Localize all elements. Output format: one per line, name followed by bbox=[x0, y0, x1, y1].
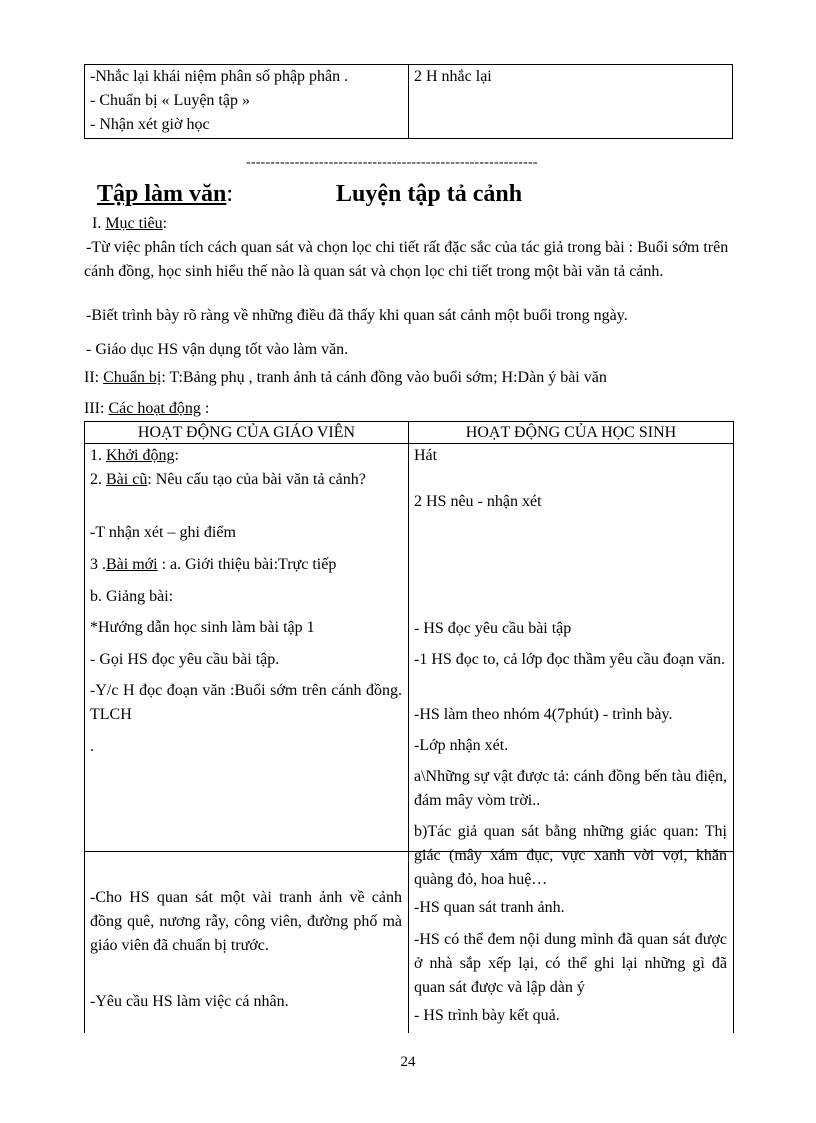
header-teacher: HOẠT ĐỘNG CỦA GIÁO VIÊN bbox=[137, 424, 356, 441]
warmup-num: 1. bbox=[90, 447, 106, 464]
teacher-dot: . bbox=[90, 738, 94, 755]
teacher-teaching: b. Giảng bài: bbox=[90, 588, 174, 605]
student-answer: 2 HS nêu - nhận xét bbox=[414, 493, 542, 510]
student-group-work: -HS làm theo nhóm 4(7phút) - trình bày. bbox=[414, 706, 673, 723]
student-read-request: - HS đọc yêu cầu bài tập bbox=[414, 620, 572, 637]
table-right-border bbox=[733, 421, 734, 1033]
lesson-heading bbox=[97, 181, 233, 208]
student-view-pictures: -HS quan sát tranh ảnh. bbox=[414, 899, 565, 916]
objectives-suffix: : bbox=[162, 215, 168, 232]
activities-prefix: III: bbox=[84, 400, 109, 417]
teacher-show-pictures: -Cho HS quan sát một vài tranh ảnh về cảnh đồng quê, nương rẫy, công viên, đường phố mà giáo viên đã chuẩn bị trước. bbox=[90, 889, 402, 954]
teacher-read-passage: -Y/c H đọc đoạn văn :Buổi sớm trên cánh đồng. TLCH bbox=[90, 682, 402, 723]
new-lesson-label: Bài mới bbox=[106, 556, 158, 573]
student-outline: -HS có thể đem nội dung mình đã quan sát được ở nhà sắp xếp lại, có thể ghi lại những gì đã quan sát được và lập dàn ý bbox=[414, 931, 727, 996]
separator: ------------------------------------------------------------ bbox=[246, 155, 538, 170]
teacher-grading: -T nhận xét – ghi điểm bbox=[90, 524, 236, 541]
header-student: HOẠT ĐỘNG CỦA HỌC SINH bbox=[465, 424, 677, 441]
new-lesson-text: : a. Giới thiệu bài:Trực tiếp bbox=[157, 556, 337, 573]
top-line-1: -Nhắc lại khái niệm phân số phập phân . bbox=[90, 68, 349, 85]
top-table-left-cell bbox=[85, 65, 409, 139]
student-answer-b: b)Tác giả quan sát bằng những giác quan: Thị giác (mây xám đục, vực xanh vời vợi, khăn quàng đỏ, hoa huệ… bbox=[414, 823, 727, 888]
table-left-border bbox=[84, 421, 85, 1033]
student-present: - HS trình bày kết quả. bbox=[414, 1007, 560, 1024]
teacher-call-read: - Gọi HS đọc yêu cầu bài tập. bbox=[90, 651, 280, 668]
preparation bbox=[84, 366, 607, 390]
preparation-text: : T:Bảng phụ , tranh ảnh tả cánh đồng vào buổi sớm; H:Dàn ý bài văn bbox=[161, 369, 607, 386]
objective-2: -Biết trình bày rõ ràng về những điều đã thấy khi quan sát cảnh một buổi trong ngày. bbox=[86, 307, 628, 324]
teacher-old-lesson bbox=[90, 468, 402, 492]
table-top-border bbox=[84, 421, 734, 422]
student-answer-a: a\Những sự vật được tả: cánh đồng bến tàu điện, đám mây vòm trời.. bbox=[414, 768, 727, 809]
table-header-border bbox=[84, 443, 734, 444]
objectives-prefix: I. bbox=[92, 215, 106, 232]
top-right-text: 2 H nhắc lại bbox=[414, 68, 492, 85]
page-number: 24 bbox=[400, 1054, 416, 1070]
lesson-title: Luyện tập tả cảnh bbox=[336, 181, 523, 207]
activities-heading bbox=[84, 397, 209, 421]
student-sing: Hát bbox=[414, 447, 438, 464]
student-read-aloud: -1 HS đọc to, cả lớp đọc thầm yêu cầu đoạn văn. bbox=[414, 651, 726, 668]
teacher-warmup bbox=[90, 444, 179, 468]
objectives-label: Mục tiêu bbox=[105, 215, 163, 232]
old-lesson-label: Bài cũ bbox=[106, 471, 148, 488]
preparation-label: Chuẩn bị bbox=[103, 369, 162, 386]
activities-suffix: : bbox=[200, 400, 210, 417]
warmup-label: Khởi động bbox=[106, 447, 175, 464]
objective-3: - Giáo dục HS vận dụng tốt vào làm văn. bbox=[86, 341, 349, 358]
old-lesson-num: 2. bbox=[90, 471, 106, 488]
teacher-new-lesson bbox=[90, 553, 336, 577]
top-table bbox=[84, 64, 733, 139]
preparation-prefix: II: bbox=[84, 369, 104, 386]
activities-label: Các hoạt động bbox=[108, 400, 201, 417]
new-lesson-num: 3 . bbox=[90, 556, 106, 573]
student-class-comment: -Lớp nhận xét. bbox=[414, 737, 509, 754]
old-lesson-text: : Nêu cấu tạo của bài văn tả cảnh? bbox=[147, 471, 366, 488]
objectives-heading bbox=[92, 212, 167, 236]
subject-colon: : bbox=[226, 181, 234, 207]
table-center-border bbox=[408, 421, 409, 1033]
teacher-guide-ex1: *Hướng dẫn học sinh làm bài tập 1 bbox=[90, 619, 315, 636]
top-line-2: - Chuẩn bị « Luyện tập » bbox=[90, 92, 250, 109]
teacher-individual-work: -Yêu cầu HS làm việc cá nhân. bbox=[90, 993, 289, 1010]
top-table-right-cell bbox=[409, 65, 733, 139]
objective-1: -Từ việc phân tích cách quan sát và chọn lọc chi tiết rất đặc sắc của tác giả trong bài : Buổi sớm trên cánh đồng, học sinh hiểu thế nào là quan sát và chọn lọc chi tiết trong một bài văn tả cảnh. bbox=[84, 239, 729, 280]
top-line-3: - Nhận xét giờ học bbox=[90, 116, 210, 133]
subject-label: Tập làm văn bbox=[97, 181, 227, 207]
warmup-suffix: : bbox=[174, 447, 179, 464]
